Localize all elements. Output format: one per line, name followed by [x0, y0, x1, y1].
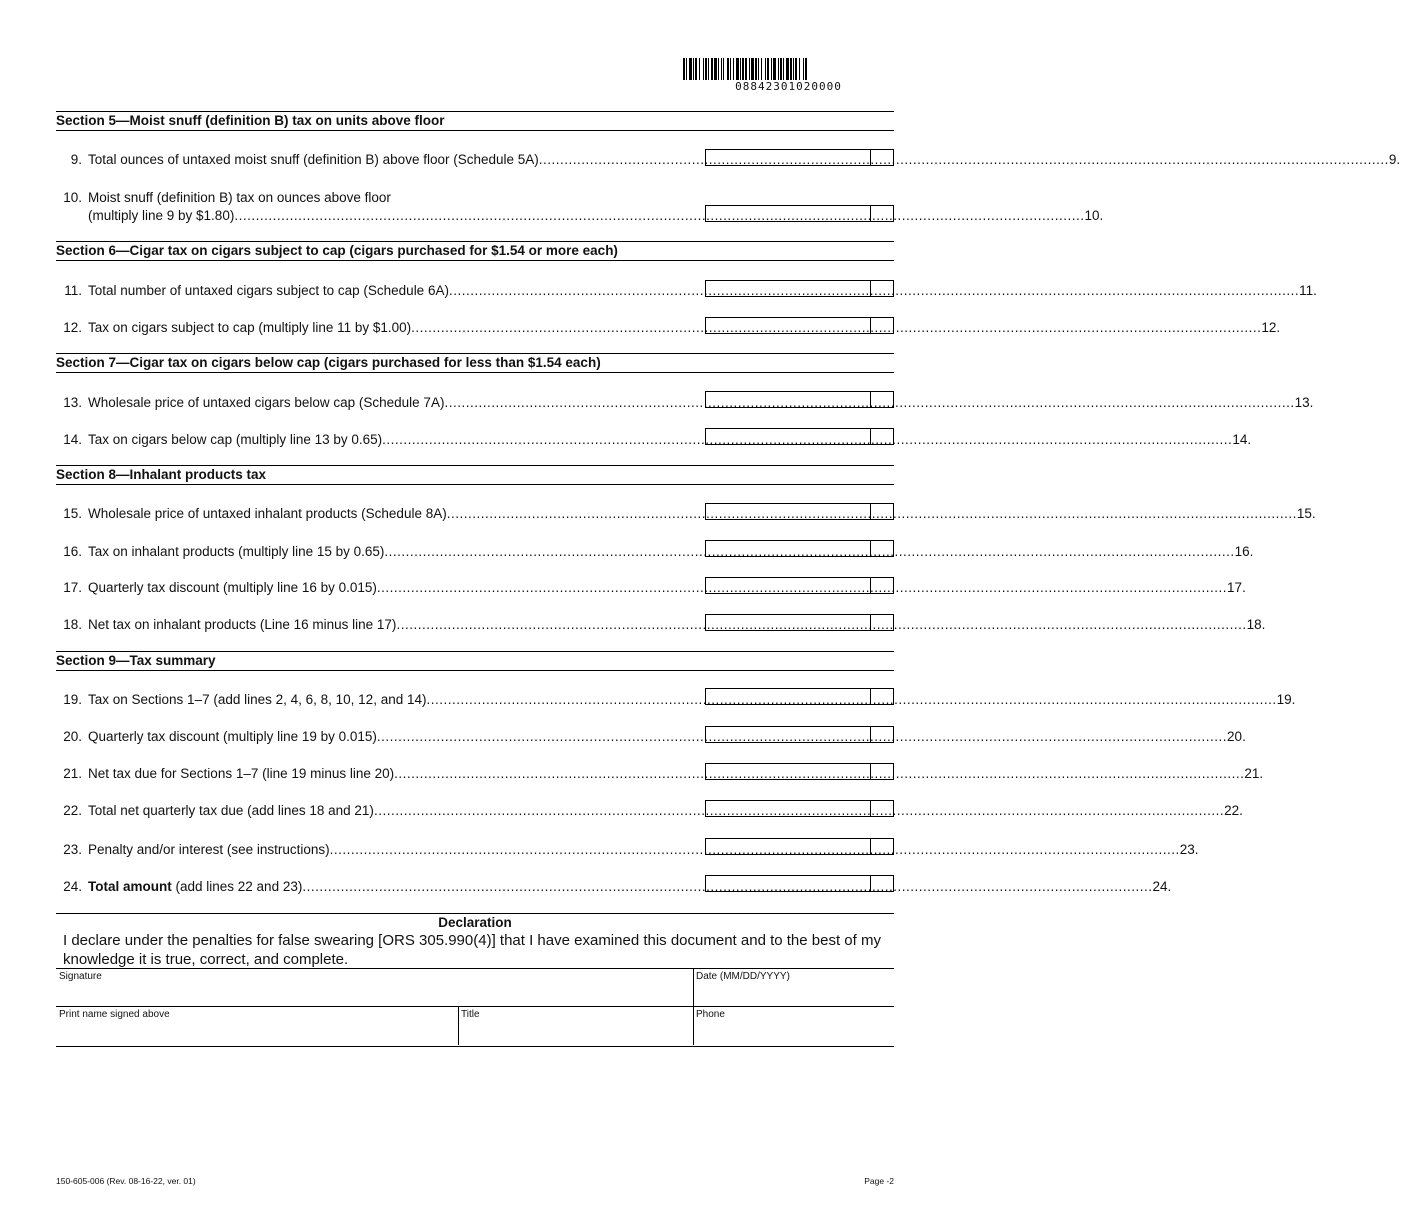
line-number: 23. — [63, 842, 82, 857]
line-number: 16. — [63, 544, 82, 559]
line-text: Net tax on inhalant products (Line 16 minus line 17) — [88, 617, 397, 632]
line-text: Total net quarterly tax due (add lines 18 and 21) — [88, 803, 374, 818]
line-16 — [56, 541, 1254, 559]
line-ref: 12. — [1261, 320, 1281, 335]
line-23 — [56, 839, 1199, 857]
declaration-title: Declaration — [56, 913, 894, 931]
page-number: Page -2 — [864, 1176, 894, 1186]
section-5-header: Section 5—Moist snuff (definition B) tax on units above floor — [56, 111, 894, 131]
line-19-amount-field[interactable] — [705, 688, 894, 705]
line-15 — [56, 503, 1316, 521]
leader-dots: ........................................................................................................................................................................................................ — [376, 580, 1228, 595]
declaration-text: I declare under the penalties for false swearing [ORS 305.990(4)] that I have examined this document and to the best of my knowledge it is true, correct, and complete. — [63, 932, 881, 968]
line-text-continued: (multiply line 9 by $1.80) — [88, 208, 235, 223]
line-number: 19. — [63, 692, 82, 707]
phone-field[interactable] — [693, 1007, 894, 1045]
section-8-header: Section 8—Inhalant products tax — [56, 465, 894, 485]
line-13 — [56, 392, 1314, 410]
leader-dots: ........................................................................................................................................................................................................ — [446, 506, 1297, 521]
leader-dots: ........................................................................................................................................................................................................ — [384, 544, 1235, 559]
line-text: Quarterly tax discount (multiply line 19 by 0.015) — [88, 729, 377, 744]
line-ref: 16. — [1234, 544, 1254, 559]
leader-dots: ........................................................................................................................................................................................................ — [448, 283, 1300, 298]
line-ref: 9. — [1388, 152, 1401, 167]
line-14 — [56, 429, 1252, 447]
line-text: Tax on cigars below cap (multiply line 13 by 0.65) — [88, 432, 383, 447]
line-text: Total number of untaxed cigars subject to cap (Schedule 6A) — [88, 283, 449, 298]
line-text: Quarterly tax discount (multiply line 16 by 0.015) — [88, 580, 377, 595]
line-14-amount-field[interactable] — [705, 428, 894, 445]
line-text: Wholesale price of untaxed cigars below cap (Schedule 7A) — [88, 395, 445, 410]
line-text: Total ounces of untaxed moist snuff (definition B) above floor (Schedule 5A) — [88, 152, 539, 167]
leader-dots: ........................................................................................................................................................................................................ — [444, 395, 1295, 410]
leader-dots: ........................................................................................................................................................................................................ — [396, 617, 1247, 632]
line-9 — [56, 149, 1401, 167]
line-11-amount-field[interactable] — [705, 280, 894, 297]
print-name-field[interactable] — [56, 1007, 458, 1045]
print-name-label: Print name signed above — [59, 1009, 170, 1020]
line-20-amount-field[interactable] — [705, 726, 894, 743]
line-number: 18. — [63, 617, 82, 632]
line-text: Penalty and/or interest (see instructions) — [88, 842, 330, 857]
line-13-amount-field[interactable] — [705, 391, 894, 408]
line-16-amount-field[interactable] — [705, 540, 894, 557]
leader-dots: ........................................................................................................................................................................................................ — [373, 803, 1225, 818]
line-17 — [56, 577, 1246, 595]
line-11 — [56, 280, 1317, 298]
line-17-amount-field[interactable] — [705, 577, 894, 594]
line-ref: 23. — [1179, 842, 1199, 857]
form-id: 150-605-006 (Rev. 08-16-22, ver. 01) — [56, 1176, 196, 1186]
line-number: 11. — [64, 283, 82, 298]
phone-label: Phone — [696, 1009, 725, 1020]
line-ref: 15. — [1296, 506, 1316, 521]
leader-dots: ........................................................................................................................................................................................................ — [394, 766, 1245, 781]
line-number: 20. — [63, 729, 82, 744]
line-text: (add lines 22 and 23) — [171, 879, 303, 894]
line-15-amount-field[interactable] — [705, 503, 894, 520]
line-text: Wholesale price of untaxed inhalant products (Schedule 8A) — [88, 506, 447, 521]
date-field[interactable] — [693, 969, 894, 1006]
line-number: 17. — [63, 580, 82, 595]
section-6-header: Section 6—Cigar tax on cigars subject to cap (cigars purchased for $1.54 or more each) — [56, 241, 894, 261]
line-ref: 20. — [1227, 729, 1246, 744]
line-number: 9. — [70, 152, 82, 167]
signature-field[interactable] — [56, 969, 693, 1006]
line-12-amount-field[interactable] — [705, 317, 894, 334]
date-label: Date (MM/DD/YYYY) — [696, 971, 790, 982]
title-label: Title — [461, 1009, 480, 1020]
leader-dots: ........................................................................................................................................................................................................ — [329, 842, 1180, 857]
leader-dots: ........................................................................................................................................................................................................ — [411, 320, 1262, 335]
line-number: 22. — [63, 803, 82, 818]
line-ref: 14. — [1232, 432, 1252, 447]
line-text: Net tax due for Sections 1–7 (line 19 minus line 20) — [88, 766, 395, 781]
line-24-amount-field[interactable] — [705, 875, 894, 892]
line-23-amount-field[interactable] — [705, 838, 894, 855]
line-ref: 10. — [1084, 208, 1104, 223]
section-7-header: Section 7—Cigar tax on cigars below cap (cigars purchased for less than $1.54 each) — [56, 353, 894, 373]
line-22-amount-field[interactable] — [705, 800, 894, 817]
leader-dots: ........................................................................................................................................................................................................ — [234, 208, 1085, 223]
line-24 — [56, 876, 1172, 894]
line-number: 21. — [63, 766, 82, 781]
line-19 — [56, 689, 1296, 707]
line-text: Moist snuff (definition B) tax on ounces above floor — [88, 190, 391, 205]
line-number: 10. — [63, 190, 82, 205]
line-20 — [56, 726, 1246, 744]
leader-dots: ........................................................................................................................................................................................................ — [302, 879, 1153, 894]
line-number: 13. — [63, 395, 82, 410]
line-number: 12. — [63, 320, 82, 335]
title-field[interactable] — [458, 1007, 693, 1045]
line-text: Tax on cigars subject to cap (multiply line 11 by $1.00) — [88, 320, 412, 335]
line-18-amount-field[interactable] — [705, 614, 894, 631]
signature-label: Signature — [59, 971, 102, 982]
barcode — [683, 58, 894, 80]
line-ref: 24. — [1152, 879, 1172, 894]
line-number: 24. — [63, 879, 82, 894]
line-number: 14. — [63, 432, 82, 447]
line-10 — [56, 187, 1104, 223]
line-22 — [56, 800, 1243, 818]
leader-dots: ........................................................................................................................................................................................................ — [376, 729, 1228, 744]
line-10-amount-field[interactable] — [705, 205, 894, 222]
line-text: Tax on Sections 1–7 (add lines 2, 4, 6, 8, 10, 12, and 14) — [88, 692, 427, 707]
line-ref: 22. — [1224, 803, 1243, 818]
line-12 — [56, 317, 1281, 335]
leader-dots: ........................................................................................................................................................................................................ — [426, 692, 1277, 707]
line-ref: 13. — [1294, 395, 1314, 410]
line-ref: 11. — [1299, 283, 1317, 298]
line-9-amount-field[interactable] — [705, 149, 894, 166]
leader-dots: ........................................................................................................................................................................................................ — [382, 432, 1233, 447]
barcode-number: 08842301020000 — [735, 80, 842, 93]
line-text: Tax on inhalant products (multiply line 15 by 0.65) — [88, 544, 385, 559]
line-ref: 19. — [1276, 692, 1296, 707]
total-amount-label: Total amount — [88, 879, 172, 894]
declaration — [56, 913, 894, 969]
signature-block — [56, 968, 894, 1047]
line-ref: 17. — [1227, 580, 1246, 595]
line-ref: 18. — [1246, 617, 1266, 632]
line-21 — [56, 763, 1264, 781]
line-number: 15. — [63, 506, 82, 521]
section-9-header: Section 9—Tax summary — [56, 651, 894, 671]
line-18 — [56, 614, 1266, 632]
line-ref: 21. — [1244, 766, 1264, 781]
line-21-amount-field[interactable] — [705, 763, 894, 780]
leader-dots: ........................................................................................................................................................................................................ — [538, 152, 1389, 167]
